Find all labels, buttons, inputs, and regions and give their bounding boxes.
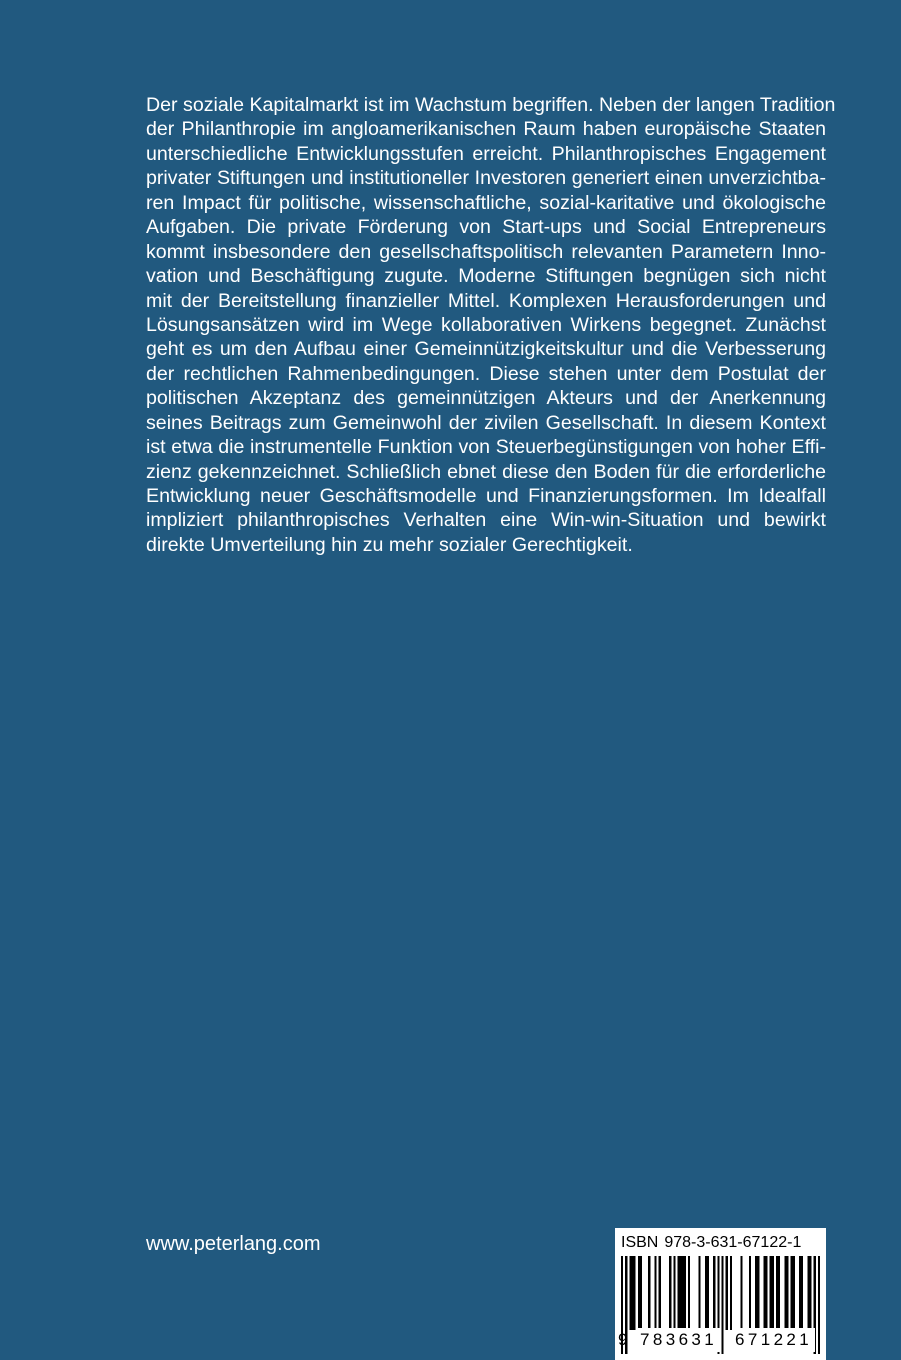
blurb-line-2: der Philanthropie im angloamerikanischen Raum haben europäische Staaten xyxy=(146,118,826,141)
blurb-line-4: privater Stiftungen und institutioneller Investoren generiert einen unverzichtba- xyxy=(146,167,826,190)
blurb-line-11: geht es um den Aufbau einer Gemeinnützigkeitskultur und die Verbesserung xyxy=(146,338,826,361)
ean-left-group: 783631 xyxy=(637,1328,720,1352)
barcode-bar xyxy=(778,1256,780,1330)
barcode-bar xyxy=(640,1256,642,1330)
barcode-bar xyxy=(659,1256,661,1330)
barcode-bar xyxy=(688,1256,690,1330)
isbn-number: 978-3-631-67122-1 xyxy=(664,1234,802,1251)
barcode-bar xyxy=(682,1256,684,1330)
blurb-line-14: seines Beitrags zum Gemeinwohl der zivilen Gesellschaft. In diesem Kontext xyxy=(146,411,826,434)
isbn-barcode xyxy=(615,1228,826,1360)
barcode-bar xyxy=(707,1256,709,1330)
blurb-line-8: vation und Beschäftigung zugute. Moderne Stiftungen begnügen sich nicht xyxy=(146,265,826,288)
blurb-line-1: Der soziale Kapitalmarkt ist im Wachstum begriffen. Neben der langen Tradition xyxy=(146,94,836,116)
blurb-text xyxy=(146,93,836,557)
publisher-url: www.peterlang.com xyxy=(146,1233,321,1255)
barcode-bar xyxy=(786,1256,788,1330)
blurb-line-3: unterschiedliche Entwicklungsstufen erreicht. Philanthropisches Engagement xyxy=(146,142,826,165)
ean-first-digit: 9 xyxy=(618,1330,628,1349)
blurb-line-13: politischen Akzeptanz des gemeinnützigen Akteurs und der Anerkennung xyxy=(146,387,826,410)
ean-digits xyxy=(615,1328,826,1352)
isbn-label: ISBN xyxy=(621,1234,659,1251)
barcode-bar xyxy=(791,1256,793,1330)
barcode-bar xyxy=(776,1256,778,1330)
barcode-bar xyxy=(766,1256,768,1330)
blurb-line-17: Entwicklung neuer Geschäftsmodelle und Finanzierungsformen. Im Idealfall xyxy=(146,485,826,507)
blurb-line-9: mit der Bereitstellung finanzieller Mittel. Komplexen Herausforderungen und xyxy=(146,289,826,312)
barcode-bar xyxy=(629,1256,631,1330)
barcode-bar xyxy=(648,1256,650,1330)
barcode-bar xyxy=(669,1256,671,1330)
barcode-bar xyxy=(730,1256,732,1330)
barcode-bar xyxy=(726,1256,728,1330)
barcode-bar xyxy=(638,1256,640,1330)
blurb-line-7: kommt insbesondere den gesellschaftspolitisch relevanten Parametern Inno- xyxy=(146,240,826,263)
blurb-line-18: impliziert philanthropisches Verhalten eine Win-win-Situation und bewirkt xyxy=(146,509,826,532)
barcode-bar xyxy=(772,1256,774,1330)
blurb-line-19: direkte Umverteilung hin zu mehr sozialer Gerechtigkeit. xyxy=(146,533,633,556)
barcode-bar xyxy=(749,1256,751,1330)
ean-right-group: 671221 xyxy=(732,1328,815,1352)
barcode-bar xyxy=(799,1256,801,1330)
isbn-text xyxy=(621,1234,821,1252)
barcode-bar xyxy=(673,1256,675,1330)
barcode-bar xyxy=(801,1256,803,1330)
barcode-bar xyxy=(705,1256,707,1330)
blurb-line-12: der rechtlichen Rahmenbedingungen. Diese stehen unter dem Postulat der xyxy=(146,362,826,385)
barcode-bar xyxy=(770,1256,772,1330)
blurb-line-6: Aufgaben. Die private Förderung von Start-ups und Social Entrepreneurs xyxy=(146,216,826,239)
barcode-bar xyxy=(680,1256,682,1330)
barcode-bar xyxy=(793,1256,795,1330)
barcode-bar xyxy=(757,1256,759,1330)
barcode-bar xyxy=(631,1256,633,1330)
barcode-bar xyxy=(755,1256,757,1330)
blurb-line-15: ist etwa die instrumentelle Funktion von Steuerbegünstigungen von hoher Effi- xyxy=(146,436,826,459)
blurb-line-5: ren Impact für politische, wissenschaftliche, sozial-karitative und ökologische xyxy=(146,191,826,214)
barcode-bar xyxy=(807,1256,809,1330)
barcode-bar xyxy=(763,1256,765,1330)
barcode-bar xyxy=(740,1256,742,1330)
blurb-line-10: Lösungsansätzen wird im Wege kollaborativen Wirkens begegnet. Zunächst xyxy=(146,313,826,336)
barcode-bar xyxy=(699,1256,701,1330)
barcode-bar xyxy=(713,1256,715,1330)
barcode-bar xyxy=(678,1256,680,1330)
barcode-bar xyxy=(634,1256,636,1330)
barcode-bar xyxy=(655,1256,657,1330)
barcode-bar xyxy=(810,1256,812,1330)
barcode-bar xyxy=(684,1256,686,1330)
barcode-bar xyxy=(784,1256,786,1330)
blurb-line-16: zienz gekennzeichnet. Schließlich ebnet diese den Boden für die erforderliche xyxy=(146,460,826,483)
